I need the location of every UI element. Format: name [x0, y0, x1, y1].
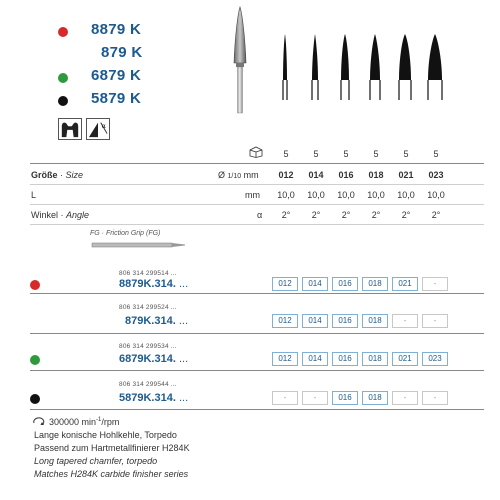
row-divider [30, 333, 484, 334]
size-value: 021 [398, 170, 414, 180]
row-divider [30, 370, 484, 371]
size-option[interactable]: 023 [422, 352, 448, 366]
variant-dot-black [30, 394, 40, 404]
size-option[interactable]: 018 [362, 277, 388, 291]
length-unit: mm [245, 190, 260, 200]
angle-value: 2° [431, 210, 441, 220]
table-divider [30, 184, 484, 185]
pack-value: 5 [403, 149, 409, 159]
reference-number: 806 314 299524 ... [119, 304, 177, 311]
description-de: Passend zum Hartmetallfinierer H284K [34, 443, 190, 453]
size-unavailable: - [422, 314, 448, 328]
size-value: 016 [338, 170, 354, 180]
description-en: Matches H284K carbide finisher series [34, 469, 189, 479]
angle-unit: α [257, 210, 263, 220]
size-label: Größe · Size [31, 170, 84, 180]
angle-value: 2° [311, 210, 321, 220]
size-unavailable: - [422, 277, 448, 291]
size-unavailable: - [302, 391, 328, 405]
order-code: 879K.314. ... [125, 315, 188, 327]
size-unavailable: - [392, 391, 418, 405]
crown-cavity-icon [58, 118, 82, 140]
order-code: 8879K.314. ... [119, 278, 189, 290]
order-code: 6879K.314. ... [119, 353, 189, 365]
reference-number: 806 314 299534 ... [119, 343, 177, 350]
description-de: Lange konische Hohlkehle, Torpedo [34, 430, 177, 440]
table-divider [30, 163, 484, 164]
package-icon [249, 146, 263, 158]
length-value: 10,0 [367, 190, 385, 200]
size-value: 023 [428, 170, 444, 180]
length-value: 10,0 [397, 190, 415, 200]
pack-value: 5 [373, 149, 379, 159]
variant-name: 8879 K [91, 21, 142, 38]
bur-illustration [225, 5, 255, 115]
variant-dot-red [58, 27, 68, 37]
angle-value: 2° [371, 210, 381, 220]
shank-label: FG · Friction Grip (FG) [90, 230, 161, 237]
length-value: 10,0 [337, 190, 355, 200]
size-option[interactable]: 021 [392, 277, 418, 291]
variant-dot-green [30, 355, 40, 365]
variant-name: 879 K [101, 44, 143, 61]
size-option[interactable]: 012 [272, 314, 298, 328]
angle-value: 2° [341, 210, 351, 220]
size-option[interactable]: 012 [272, 352, 298, 366]
size-value: 014 [308, 170, 324, 180]
rotation-icon [32, 417, 46, 427]
length-label: L [31, 190, 37, 200]
table-divider [30, 224, 484, 225]
variant-name: 5879 K [91, 90, 142, 107]
size-option[interactable]: 016 [332, 314, 358, 328]
variant-name: 6879 K [91, 67, 142, 84]
size-unavailable: - [392, 314, 418, 328]
pack-value: 5 [433, 149, 439, 159]
reference-number: 806 314 299514 ... [119, 270, 177, 277]
length-value: 10,0 [307, 190, 325, 200]
pack-value: 5 [283, 149, 289, 159]
length-value: 10,0 [277, 190, 295, 200]
row-divider [30, 409, 484, 410]
pack-value: 5 [313, 149, 319, 159]
description-en: Long tapered chamfer, torpedo [34, 456, 158, 466]
length-value: 10,0 [427, 190, 445, 200]
size-option[interactable]: 018 [362, 352, 388, 366]
size-unavailable: - [422, 391, 448, 405]
size-option[interactable]: 014 [302, 314, 328, 328]
size-option[interactable]: 014 [302, 277, 328, 291]
order-code: 5879K.314. ... [119, 392, 189, 404]
size-unit: Ø 1/10 mm [218, 170, 259, 180]
size-unavailable: - [272, 391, 298, 405]
pack-value: 5 [343, 149, 349, 159]
angle-label: Winkel · Angle [31, 210, 90, 220]
size-option[interactable]: 016 [332, 352, 358, 366]
variant-dot-black [58, 96, 68, 106]
reference-number: 806 314 299544 ... [119, 381, 177, 388]
size-silhouettes [270, 30, 450, 110]
size-value: 012 [278, 170, 294, 180]
fg-shank-icon [90, 240, 190, 250]
size-option[interactable]: 014 [302, 352, 328, 366]
svg-text:α: α [101, 123, 106, 131]
variant-dot-red [30, 280, 40, 290]
size-option[interactable]: 018 [362, 391, 388, 405]
size-option[interactable]: 012 [272, 277, 298, 291]
angle-value: 2° [281, 210, 291, 220]
chamfer-angle-icon [86, 118, 110, 140]
size-option[interactable]: 016 [332, 277, 358, 291]
size-option[interactable]: 016 [332, 391, 358, 405]
size-value: 018 [368, 170, 384, 180]
angle-value: 2° [401, 210, 411, 220]
variant-dot-green [58, 73, 68, 83]
row-divider [30, 293, 484, 294]
size-option[interactable]: 021 [392, 352, 418, 366]
speed-text: 300000 $\min^{-1}$/rpm [49, 417, 120, 427]
size-option[interactable]: 018 [362, 314, 388, 328]
table-divider [30, 204, 484, 205]
